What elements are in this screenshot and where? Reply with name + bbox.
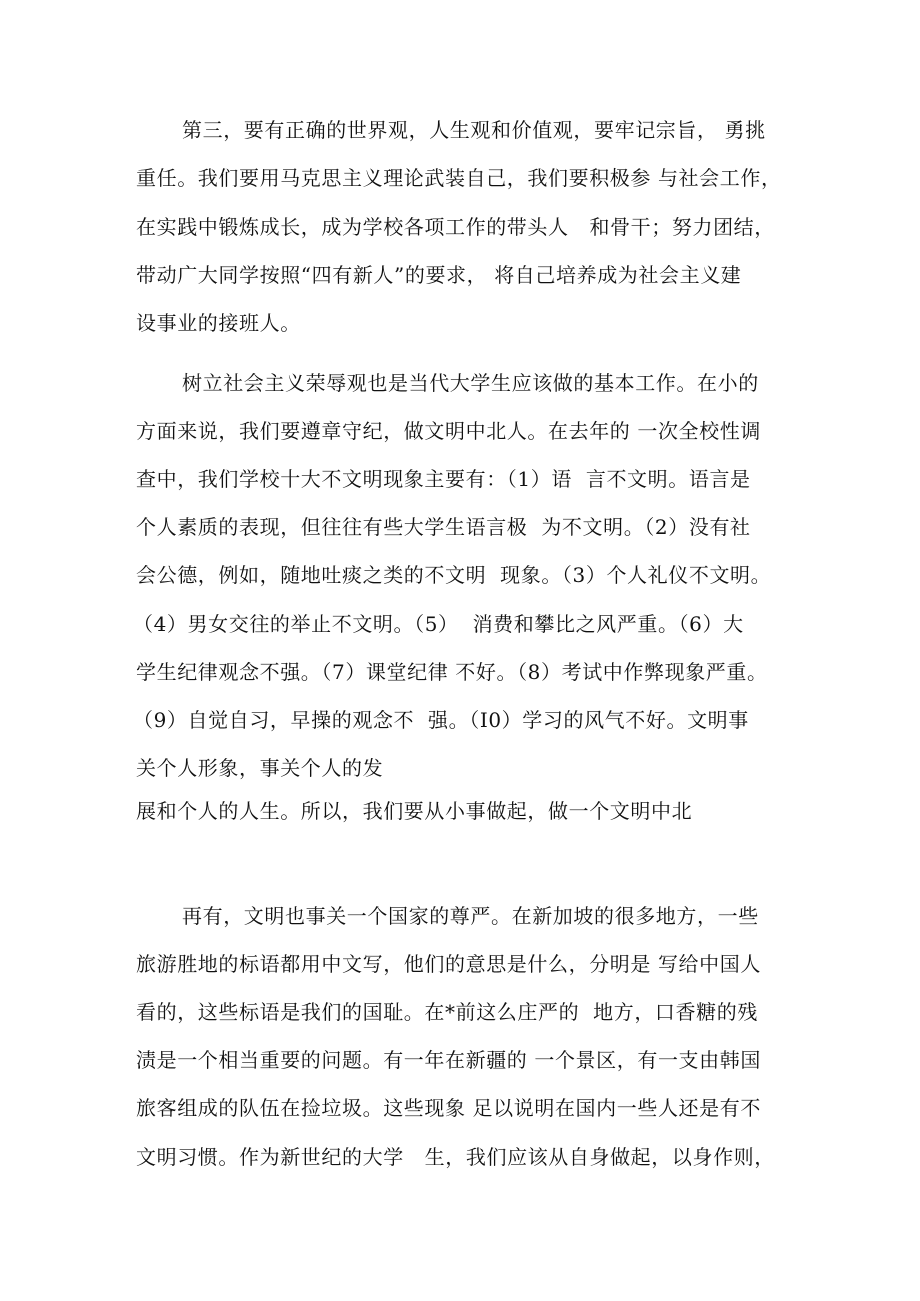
paragraph-1-line-5: 设事业的接班人。: [136, 311, 301, 335]
paragraph-2-line-7: 学生纪律观念不强。（7）课堂纪律 不好。（8）考试中作弊现象严重。: [136, 660, 768, 684]
paragraph-1-line-2: 重任。我们要用马克思主义理论武装自己，我们要积极参 与社会工作，: [136, 166, 782, 190]
paragraph-2-line-1: 树立社会主义荣辱观也是当代大学生应该做的基本工作。在小的: [182, 371, 759, 395]
paragraph-1-line-4: 带动广大同学按照“四有新人”的要求， 将自己培养成为社会主义建: [136, 263, 742, 287]
paragraph-2-line-8: （9）自觉自习，早操的观念不 强。（I0）学习的风气不好。文明事: [133, 708, 749, 732]
paragraph-2-line-3: 查中，我们学校十大不文明现象主要有：（1）语 言不文明。语言是: [136, 467, 751, 491]
paragraph-3-line-3: 看的，这些标语是我们的国耻。在*前这么庄严的 地方，口香糖的残: [136, 1000, 758, 1024]
paragraph-3-line-2: 旅游胜地的标语都用中文写，他们的意思是什么，分明是 写给中国人: [136, 952, 761, 976]
paragraph-2-line-9: 关个人形象，事关个人的发: [136, 756, 384, 780]
paragraph-3-line-5: 旅客组成的队伍在捡垃圾。这些现象 足以说明在国内一些人还是有不: [136, 1096, 761, 1120]
paragraph-2-line-6: （4）男女交往的举止不文明。（5） 消费和攀比之风严重。（6）大: [133, 612, 744, 636]
paragraph-3-line-1: 再有，文明也事关一个国家的尊严。在新加坡的很多地方，一些: [182, 904, 759, 928]
paragraph-3-line-4: 渍是一个相当重要的问题。有一年在新疆的 一个景区，有一支由韩国: [136, 1048, 761, 1072]
paragraph-3-line-6: 文明习惯。作为新世纪的大学 生，我们应该从自身做起，以身作则，: [136, 1145, 775, 1169]
paragraph-2-line-4: 个人素质的表现，但往往有些大学生语言极 为不文明。（2）没有社: [136, 515, 751, 539]
paragraph-2-line-5: 会公德，例如，随地吐痰之类的不文明 现象。（3）个人礼仪不文明。: [136, 563, 772, 587]
paragraph-2-line-10: 展和个人的人生。所以，我们要从小事做起，做一个文明中北: [136, 799, 693, 823]
paragraph-1-line-3: 在实践中锻炼成长，成为学校各项工作的带头人 和骨干；努力团结，: [136, 215, 775, 239]
paragraph-2-line-2: 方面来说，我们要遵章守纪，做文明中北人。在去年的 一次全校性调: [136, 419, 761, 443]
paragraph-1-line-1: 第三，要有正确的世界观，人生观和价值观，要牢记宗旨， 勇挑: [182, 118, 766, 142]
